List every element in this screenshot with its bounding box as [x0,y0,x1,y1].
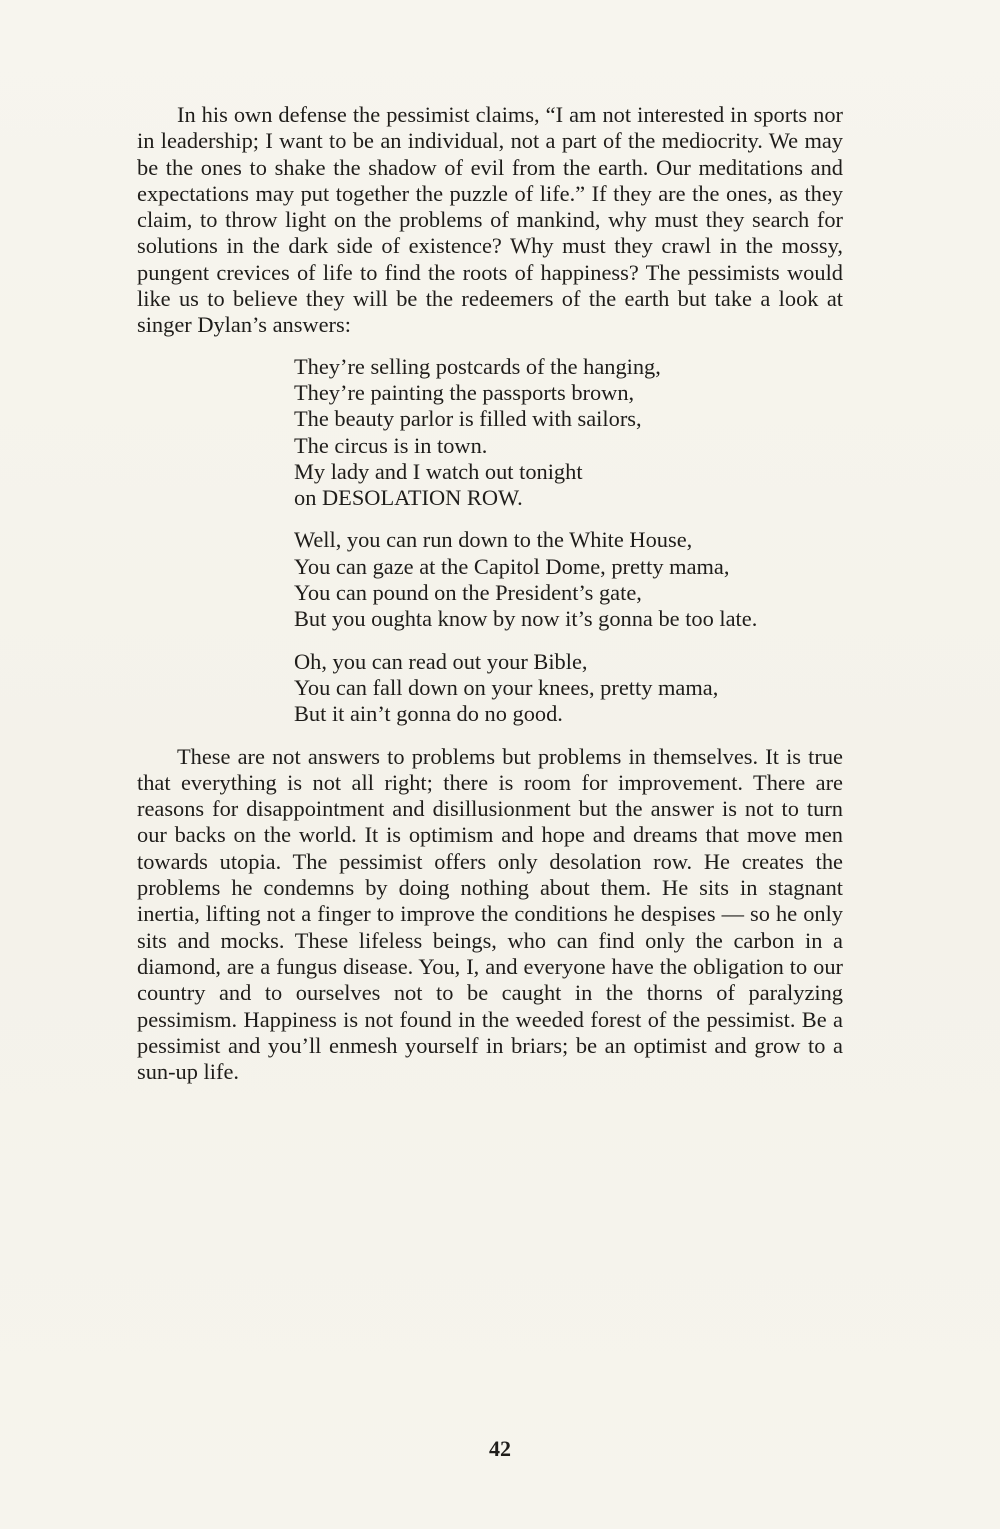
lyric-line: But it ain’t gonna do no good. [294,701,563,727]
lyric-line: You can pound on the President’s gate, [294,580,642,606]
lyric-line: Oh, you can read out your Bible, [294,648,588,674]
page-content [137,102,843,1085]
lyric-line: You can fall down on your knees, pretty mama, [294,674,719,700]
lyric-line: They’re selling postcards of the hanging, [294,353,661,379]
opening-paragraph: In his own defense the pessimist claims, “I am not interested in sports nor in leadership; I want to be an individual, not a part of the mediocrity. We may be the ones to shake the shadow of evil from the earth. Our meditations and expectations may put together the puzzle of life.” If they are the ones, as they claim, to throw light on the problems of mankind, why must they search for solutions in the dark side of existence? Why must they crawl in the mossy, pungent crevices of life to find the roots of happiness? The pessimists would like us to believe they will be the redeemers of the earth but take a look at singer Dylan’s answers: [137,102,843,338]
lyric-line: My lady and I watch out tonight [294,458,583,484]
lyrics-stanza-2 [294,527,843,632]
lyrics-stanza-3 [294,649,843,728]
lyric-line: Well, you can run down to the White House, [294,527,693,553]
lyrics-stanza-1 [294,354,843,512]
lyric-line: They’re painting the passports brown, [294,379,635,405]
page-number: 42 [489,1436,511,1461]
lyric-line: The circus is in town. [294,432,488,458]
lyric-line: on DESOLATION ROW. [294,485,523,511]
dylan-lyrics-quote [294,354,843,728]
closing-paragraph: These are not answers to problems but problems in themselves. It is true that everything is not all right; there is room for improvement. There are reasons for disappointment and disillusionment but the answer is not to turn our backs on the world. It is optimism and hope and dreams that move men towards utopia. The pessimist offers only desolation row. He creates the problems he condemns by doing nothing about them. He sits in stagnant inertia, lifting not a finger to improve the conditions he despises — so he only sits and mocks. These lifeless beings, who can find only the carbon in a diamond, are a fungus disease. You, I, and everyone have the obligation to our country and to ourselves not to be caught in the thorns of paralyzing pessimism. Happiness is not found in the weeded forest of the pessimist. Be a pessimist and you’ll enmesh yourself in briars; be an optimist and grow to a sun-up life. [137,743,843,1085]
lyric-line: You can gaze at the Capitol Dome, pretty mama, [294,553,730,579]
lyric-line: The beauty parlor is filled with sailors, [294,406,642,432]
lyric-line: But you oughta know by now it’s gonna be too late. [294,606,758,632]
